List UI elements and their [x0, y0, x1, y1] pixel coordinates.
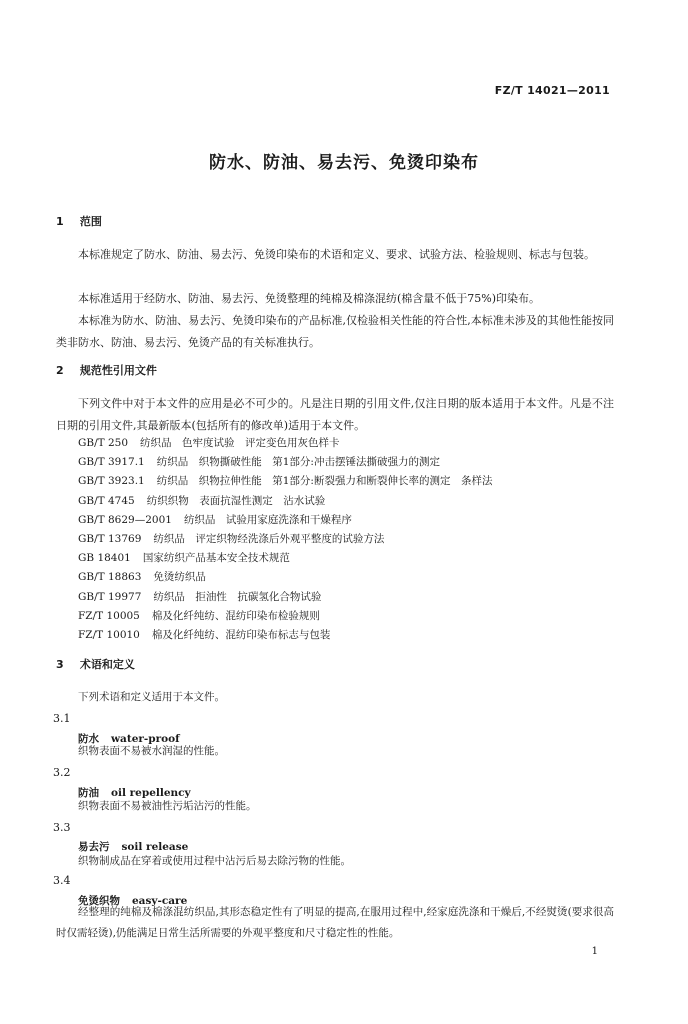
reference-list [78, 434, 492, 645]
reference-item [78, 588, 492, 607]
term-number: 3.1 [53, 712, 71, 725]
reference-item [78, 549, 492, 568]
term-zh: 防油 [78, 787, 99, 799]
term-en: soil release [121, 841, 189, 853]
reference-title: 纺织品 织物拉伸性能 第1部分:断裂强力和断裂伸长率的测定 条样法 [156, 475, 493, 488]
reference-title: 纺织品 评定织物经洗涤后外观平整度的试验方法 [153, 533, 385, 546]
term-number: 3.2 [53, 766, 71, 779]
reference-item [78, 607, 492, 626]
reference-title: 棉及化纤纯纺、混纺印染布标志与包装 [151, 629, 331, 642]
reference-item [78, 626, 492, 645]
section-number: 2 [56, 364, 64, 377]
reference-code: GB/T 250 [78, 437, 129, 449]
section-3-heading [56, 656, 135, 672]
standard-code: FZ/T 14021—2011 [494, 84, 610, 97]
reference-title: 纺织品 拒油性 抗碳氢化合物试验 [153, 590, 322, 603]
term-en: oil repellency [111, 787, 191, 799]
section-1-paragraph-1: 本标准规定了防水、防油、易去污、免烫印染布的术语和定义、要求、试验方法、检验规则、标志与包装。 [78, 248, 595, 261]
reference-code: GB/T 3923.1 [78, 475, 145, 488]
reference-item [78, 453, 492, 472]
reference-code: FZ/T 10005 [78, 609, 140, 622]
term-heading [78, 839, 188, 854]
reference-title: 免烫纺织品 [153, 571, 206, 584]
reference-item [78, 530, 492, 549]
section-1-paragraph-2: 本标准适用于经防水、防油、易去污、免烫整理的纯棉及棉涤混纺(棉含量不低于75%)印染布。 [78, 292, 541, 305]
term-definition: 织物制成品在穿着或使用过程中沾污后易去除污物的性能。 [78, 855, 351, 867]
reference-item [78, 568, 492, 587]
reference-title: 国家纺织产品基本安全技术规范 [142, 552, 290, 565]
section-title: 规范性引用文件 [79, 364, 157, 377]
reference-code: GB/T 3917.1 [78, 456, 145, 469]
section-2-intro: 下列文件中对于本文件的应用是必不可少的。凡是注日期的引用文件,仅注日期的版本适用于本文件。凡是不注日期的引用文件,其最新版本(包括所有的修改单)适用于本文件。 [56, 397, 614, 432]
reference-code: GB/T 19977 [78, 590, 142, 603]
term-definition: 织物表面不易被油性污垢沾污的性能。 [78, 800, 257, 812]
reference-code: GB/T 18863 [78, 571, 142, 584]
reference-code: GB/T 8629—2001 [78, 513, 172, 526]
reference-title: 纺织织物 表面抗湿性测定 沾水试验 [146, 494, 326, 507]
section-number: 3 [56, 658, 64, 671]
term-zh: 防水 [78, 733, 99, 745]
term-definition: 织物表面不易被水润湿的性能。 [78, 745, 225, 757]
term-zh: 免烫织物 [78, 895, 120, 907]
term-number: 3.4 [53, 874, 71, 887]
reference-title: 纺织品 色牢度试验 评定变色用灰色样卡 [140, 437, 340, 449]
reference-code: GB/T 13769 [78, 533, 142, 546]
term-en: easy-care [132, 895, 188, 907]
term-definition: 经整理的纯棉及棉涤混纺织品,其形态稳定性有了明显的提高,在服用过程中,经家庭洗涤和干燥后,不经熨烫(要求很高时仅需轻烫),仍能满足日常生活所需要的外观平整度和尺寸稳定性的性能。 [56, 906, 614, 939]
reference-item [78, 434, 492, 453]
term-zh: 易去污 [78, 841, 110, 853]
reference-code: GB/T 4745 [78, 494, 135, 507]
reference-title: 纺织品 试验用家庭洗涤和干燥程序 [183, 513, 352, 526]
section-number: 1 [56, 215, 64, 228]
reference-item [78, 492, 492, 511]
reference-item [78, 511, 492, 530]
section-title: 术语和定义 [79, 658, 135, 671]
term-en: water-proof [111, 733, 180, 745]
term-number: 3.3 [53, 821, 71, 834]
section-1-heading [56, 213, 102, 229]
document-title: 防水、防油、易去污、免烫印染布 [209, 153, 479, 173]
reference-code: FZ/T 10010 [78, 629, 140, 642]
section-2-heading [56, 362, 157, 378]
section-1-paragraph-3: 本标准为防水、防油、易去污、免烫印染布的产品标准,仅检验相关性能的符合性,本标准未涉及的其他性能按同类非防水、防油、易去污、免烫产品的有关标准执行。 [56, 314, 614, 349]
page-number: 1 [591, 946, 598, 957]
section-3-intro: 下列术语和定义适用于本文件。 [78, 691, 225, 703]
reference-item [78, 472, 492, 491]
section-title: 范围 [79, 215, 102, 228]
reference-code: GB 18401 [78, 552, 131, 565]
reference-title: 棉及化纤纯纺、混纺印染布检验规则 [151, 609, 320, 622]
reference-title: 纺织品 织物撕破性能 第1部分:冲击摆锤法撕破强力的测定 [156, 456, 440, 469]
